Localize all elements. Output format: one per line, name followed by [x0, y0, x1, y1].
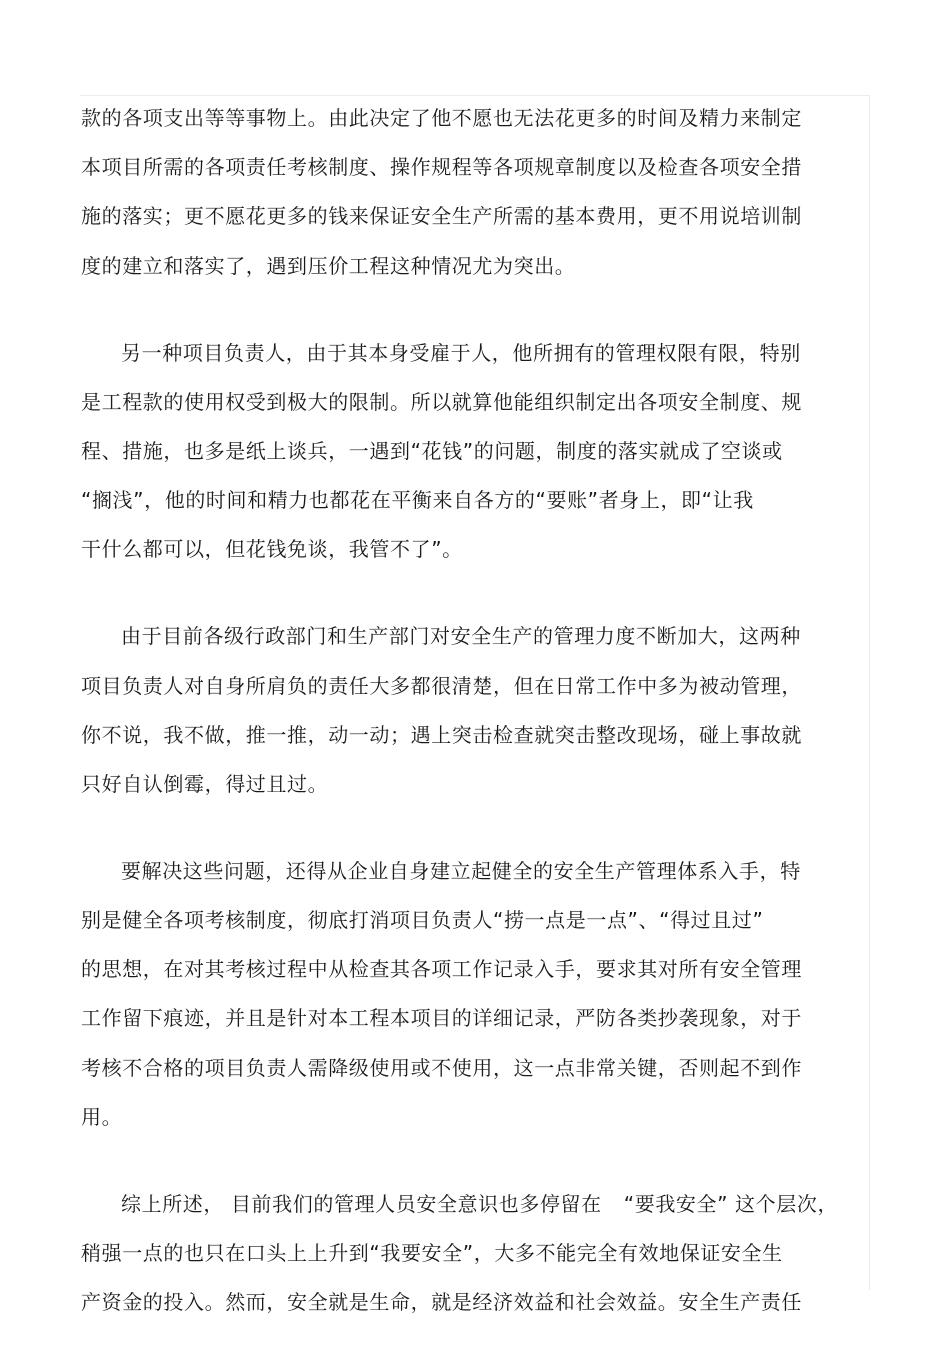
paragraph-1-line-3: 施的落实；更不愿花更多的钱来保证安全生产所需的基本费用，更不用说培训制	[81, 204, 802, 229]
paragraph-5-line-3: 产资金的投入。然而，安全就是生命，就是经济效益和社会效益。安全生产责任	[81, 1290, 802, 1315]
paragraph-5-line-1	[81, 1186, 861, 1223]
document-body	[81, 100, 861, 1333]
paragraph-5-line-1-head: 综上所述， 目前我们的管理人员安全意识也多停留在	[121, 1191, 602, 1216]
page-border-top	[80, 95, 870, 96]
paragraph-1-line-2: 本项目所需的各项责任考核制度、操作规程等各项规章制度以及检查各项安全措	[81, 155, 802, 180]
paragraph-4-line-1: 要解决这些问题，还得从企业自身建立起健全的安全生产管理体系入手，特	[121, 858, 801, 883]
paragraph-2-line-4: “搁浅”，他的时间和精力也都花在平衡来自各方的“要账”者身上，即“让我	[81, 488, 754, 513]
paragraph-3-line-2: 项目负责人对自身所肩负的责任大多都很清楚，但在日常工作中多为被动管理，	[81, 673, 802, 698]
paragraph-5-line-2: 稍强一点的也只在口头上上升到“我要安全”，大多不能完全有效地保证安全生	[81, 1241, 783, 1265]
paragraph-4-line-2: 别是健全各项考核制度，彻底打消项目负责人“捞一点是一点”、“得过且过”	[81, 908, 764, 933]
page-border-right	[869, 95, 870, 1290]
paragraph-3-line-4: 只好自认倒霉，得过且过。	[81, 771, 329, 796]
paragraph-1-line-4: 度的建立和落实了，遇到压价工程这种情况尤为突出。	[81, 253, 576, 278]
paragraph-4-line-3: 的思想，在对其考核过程中从检查其各项工作记录入手，要求其对所有安全管理	[81, 957, 802, 982]
paragraph-2-line-5: 干什么都可以，但花钱免谈，我管不了”。	[81, 537, 463, 562]
paragraph-4-line-5: 考核不合格的项目负责人需降级使用或不使用，这一点非常关键，否则起不到作	[81, 1055, 802, 1080]
paragraph-1-line-1: 款的各项支出等等事物上。由此决定了他不愿也无法花更多的时间及精力来制定	[81, 106, 802, 130]
paragraph-3-line-1: 由于目前各级行政部门和生产部门对安全生产的管理力度不断加大，这两种	[121, 624, 801, 649]
paragraph-4-line-6: 用。	[81, 1104, 123, 1129]
paragraph-2-line-3: 程、措施，也多是纸上谈兵，一遇到“花钱”的问题，制度的落实就成了空谈或	[81, 438, 783, 463]
paragraph-5-line-1-tail: “要我安全” 这个层次，	[623, 1191, 839, 1216]
paragraph-3-line-3: 你不说，我不做，推一推，动一动；遇上突击检查就突击整改现场，碰上事故就	[81, 722, 802, 747]
paragraph-2-line-1: 另一种项目负责人，由于其本身受雇于人，他所拥有的管理权限有限，特别	[121, 340, 801, 365]
paragraph-4-line-4: 工作留下痕迹，并且是针对本工程本项目的详细记录，严防各类抄袭现象，对于	[81, 1006, 802, 1031]
paragraph-2-line-2: 是工程款的使用权受到极大的限制。所以就算他能组织制定出各项安全制度、规	[81, 389, 802, 414]
